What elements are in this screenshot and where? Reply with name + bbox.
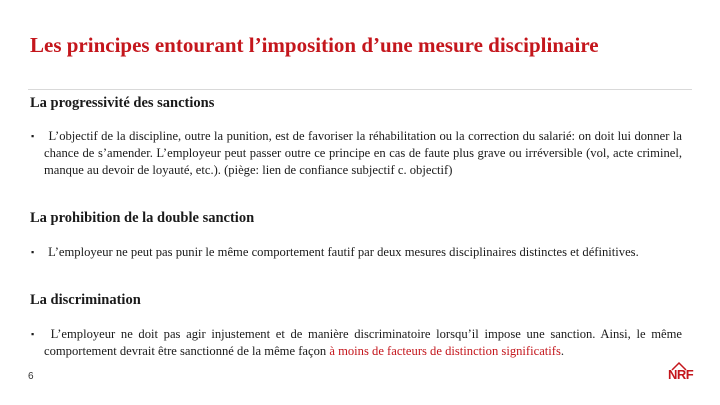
section-heading-double-sanction: La prohibition de la double sanction: [30, 210, 255, 226]
slide-title: Les principes entourant l’imposition d’une mesure disciplinaire: [30, 33, 599, 57]
bullet-icon: ▪: [31, 247, 35, 257]
section-text-discrimination: [31, 326, 682, 360]
bullet-icon: ▪: [31, 329, 35, 339]
section-heading-progressivite: La progressivité des sanctions: [30, 95, 215, 111]
logo-text: NRF: [668, 367, 694, 382]
title-divider: [28, 89, 692, 90]
paragraph-accent-text: à moins de facteurs de distinction significatifs: [329, 344, 561, 358]
paragraph-text: L’employeur ne doit pas agir injustement et de manière discriminatoire lorsqu’il impose une sanction. Ainsi, le même comportement devrait être sanctionné de la même façon: [44, 327, 682, 358]
paragraph-text: L’employeur ne peut pas punir le même comportement fautif par deux mesures disciplinaires distinctes et définitives.: [48, 245, 639, 259]
section-text-double-sanction: [31, 244, 682, 261]
paragraph-text: L’objectif de la discipline, outre la punition, est de favoriser la réhabilitation ou la correction du salarié: on doit lui donner la chance de s’amender. L’employeur peut passer outre ce principe en cas de faute plus grave ou irréversible (vol, acte criminel, manque au devoir de loyauté, etc.). (piège: lien de confiance subjectif c. objectif): [44, 129, 682, 177]
bullet-icon: ▪: [31, 131, 35, 141]
section-heading-discrimination: La discrimination: [30, 292, 141, 308]
nrf-logo: [668, 361, 698, 383]
page-number: 6: [28, 371, 34, 382]
paragraph-end: .: [560, 344, 565, 358]
section-text-progressivite: [31, 128, 682, 179]
